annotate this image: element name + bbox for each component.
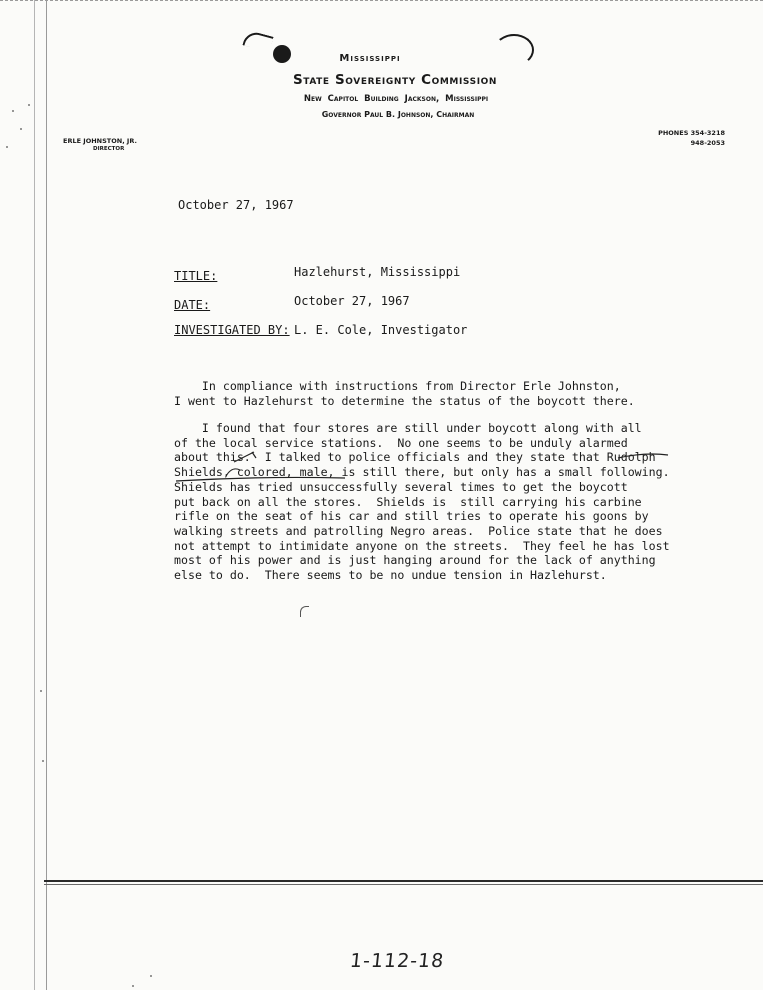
title-value: Hazlehurst, Mississippi: [294, 265, 461, 279]
date-label: DATE:: [174, 298, 211, 312]
scan-speck: [28, 104, 30, 106]
phone-numbers: [658, 128, 725, 148]
paragraph-line: of the local service stations. No one seems to be unduly alarmed: [174, 435, 628, 450]
footer-rule: [44, 880, 763, 882]
director-name: ERLE JOHNSTON, JR.: [63, 137, 137, 145]
letterhead-commission: State Sovereignty Commission: [292, 72, 498, 88]
seal-hook-mark: [242, 30, 273, 53]
scan-speck: [40, 690, 42, 692]
title-label: TITLE:: [174, 269, 218, 283]
page-top-edge: [0, 0, 763, 1]
investigated-by-label: INVESTIGATED BY:: [174, 323, 290, 337]
letterhead-governor: Governor Paul B. Johnson, Chairman: [321, 110, 475, 119]
phone-line-1: PHONES 354-3218: [658, 129, 725, 137]
paragraph-line: about this. I talked to police officials and they state that Rudolph: [174, 450, 656, 465]
paragraph-line: I found that four stores are still under boycott along with all: [174, 421, 642, 435]
stray-pen-mark: [300, 606, 309, 617]
paragraph-line: Shields has tried unsuccessfully several times to get the boycott: [174, 479, 628, 494]
seal-mark: [273, 45, 291, 63]
letterhead-address: New Capitol Building Jackson, Mississippi: [303, 94, 489, 104]
scan-speck: [132, 985, 134, 987]
paragraph-line: rifle on the seat of his car and still tries to operate his goons by: [174, 509, 649, 524]
memo-date: October 27, 1967: [178, 198, 294, 212]
director-title: DIRECTOR: [93, 146, 125, 152]
paragraph-line: most of his power and is just hanging around for the lack of anything: [174, 553, 656, 568]
paragraph-line: put back on all the stores. Shields is still carrying his carbine: [174, 494, 642, 509]
paragraph-line: else to do. There seems to be no undue tension in Hazlehurst.: [174, 568, 607, 583]
letterhead-state: Mississippi: [339, 53, 401, 64]
scan-speck: [12, 110, 14, 112]
scan-speck: [42, 760, 44, 762]
scan-speck: [6, 146, 8, 148]
paragraph-line: I went to Hazlehurst to determine the status of the boycott there.: [174, 393, 635, 408]
scan-speck: [20, 128, 22, 130]
investigated-by-value: L. E. Cole, Investigator: [294, 323, 468, 337]
date-value: October 27, 1967: [294, 294, 410, 308]
footer-rule-secondary: [44, 884, 763, 885]
paper-clip-mark: [494, 34, 534, 66]
page-left-edge-inner: [46, 0, 47, 990]
scan-speck: [150, 975, 152, 977]
paragraph-1: [174, 379, 635, 408]
paragraph-line: walking streets and patrolling Negro areas. Police state that he does: [174, 523, 663, 538]
paragraph-line: In compliance with instructions from Director Erle Johnston,: [174, 379, 621, 393]
paragraph-2: [174, 421, 670, 583]
paragraph-line: Shields, colored, male, is still there, but only has a small following.: [174, 465, 670, 480]
page-left-edge: [34, 0, 35, 990]
phone-line-2: 948-2053: [690, 139, 725, 147]
handwritten-document-number: 1-112-18: [348, 950, 446, 972]
paragraph-line: not attempt to intimidate anyone on the streets. They feel he has lost: [174, 538, 670, 553]
